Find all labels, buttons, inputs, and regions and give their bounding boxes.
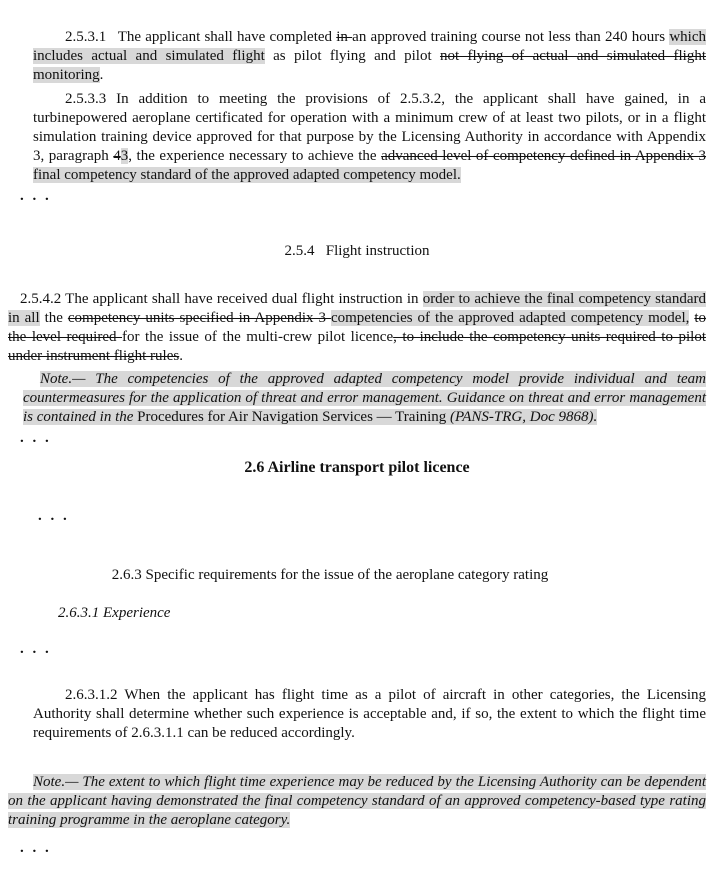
text-run: , the experience necessary to achieve the xyxy=(128,148,382,164)
deleted-text-run: not flying of actual and simulated flight xyxy=(439,48,706,64)
inserted-italic-text-run: Note.— The extent to which flight time experience may be reduced by the Licensing Authority can be dependent on the applicant having demonstrated the final competency standard of an approved competency-based type rating training programme in the aeroplane category. xyxy=(8,774,706,828)
paragraph-2-5-4-2 xyxy=(8,290,706,366)
paragraph-2-5-3-3 xyxy=(33,90,706,185)
ellipsis-separator: . . . xyxy=(20,641,52,657)
subheading-2-6-3-1-experience: 2.6.3.1 Experience xyxy=(58,605,171,621)
text-run: an approved training course not less than 240 hours xyxy=(352,29,670,45)
inserted-italic-text-run: (PANS-TRG, Doc 9868). xyxy=(450,409,598,425)
text-run: 2.6.3.1.2 When the applicant has flight time as a pilot of aircraft in other categories, the Licensing Authority shall determine whether such experience is acceptable and, if so, the extent to which the flight time requirements of 2.6.3.1.1 can be reduced accordingly. xyxy=(33,687,706,741)
paragraph-2-6-3-1-2 xyxy=(33,686,706,743)
ellipsis-separator: . . . xyxy=(38,508,70,524)
text-run: 2.5.3.3 In addition to meeting the provisions of 2.5.3.2, the applicant shall have gained, in a turbinepowered aeroplane certificated for operation with a minimum crew of at least two pilots, or in a flight simulation training device approved for that purpose by the Licensing Authority in accordance with Appendix 3, paragraph xyxy=(33,91,706,164)
note-competencies xyxy=(23,370,706,427)
inserted-italic-text-run: Note.— The competencies of the approved adapted competency model provide individual and team countermeasures for the application of threat and error management. Guidance on threat and error management is contained in the xyxy=(23,371,706,425)
ellipsis-separator: . . . xyxy=(20,840,52,856)
inserted-text-run: 3 xyxy=(120,148,129,164)
deleted-text-run: , to include the competency units required to pilot under instrument flight rules xyxy=(8,329,706,364)
deleted-text-run: to the level required xyxy=(8,310,707,345)
deleted-text-run: in xyxy=(336,29,353,45)
inserted-roman-title-run: Procedures for Air Navigation Services — Training xyxy=(137,409,451,425)
inserted-text-run: which includes actual and simulated flight xyxy=(33,29,706,64)
text-run: for the issue of the multi-crew pilot licence xyxy=(122,329,394,345)
deleted-text-run: advanced level of competency defined in Appendix 3 xyxy=(381,148,707,164)
text-run: . xyxy=(179,348,183,364)
inserted-text-run: final competency standard of the approved adapted competency model. xyxy=(33,167,461,183)
paragraph-2-5-3-1 xyxy=(33,28,706,85)
text-run: the xyxy=(39,310,68,326)
text-run: 2.5.4.2 The applicant shall have received dual flight instruction in xyxy=(20,291,423,307)
deleted-text-run: 4 xyxy=(113,148,121,164)
deleted-text-run: competency units specified in Appendix 3 xyxy=(67,310,331,326)
inserted-text-run: order to achieve the final competency standard in all xyxy=(8,291,706,326)
ellipsis-separator: . . . xyxy=(20,430,52,446)
heading-2-6-airline-transport-pilot-licence: 2.6 Airline transport pilot licence xyxy=(244,459,470,476)
inserted-text-run: monitoring xyxy=(33,67,100,83)
ellipsis-separator: . . . xyxy=(20,188,52,204)
text-run: as pilot flying and pilot xyxy=(264,48,440,64)
text-run: 2.5.3.1 The applicant shall have completed xyxy=(65,29,337,45)
heading-2-6-3-specific-requirements: 2.6.3 Specific requirements for the issue of the aeroplane category rating xyxy=(111,567,549,583)
heading-2-5-4-flight-instruction: 2.5.4 Flight instruction xyxy=(284,243,430,259)
inserted-text-run: competencies of the approved adapted competency model, xyxy=(330,310,690,326)
text-run: . xyxy=(99,67,104,83)
note-flight-time-reduction xyxy=(8,773,706,830)
